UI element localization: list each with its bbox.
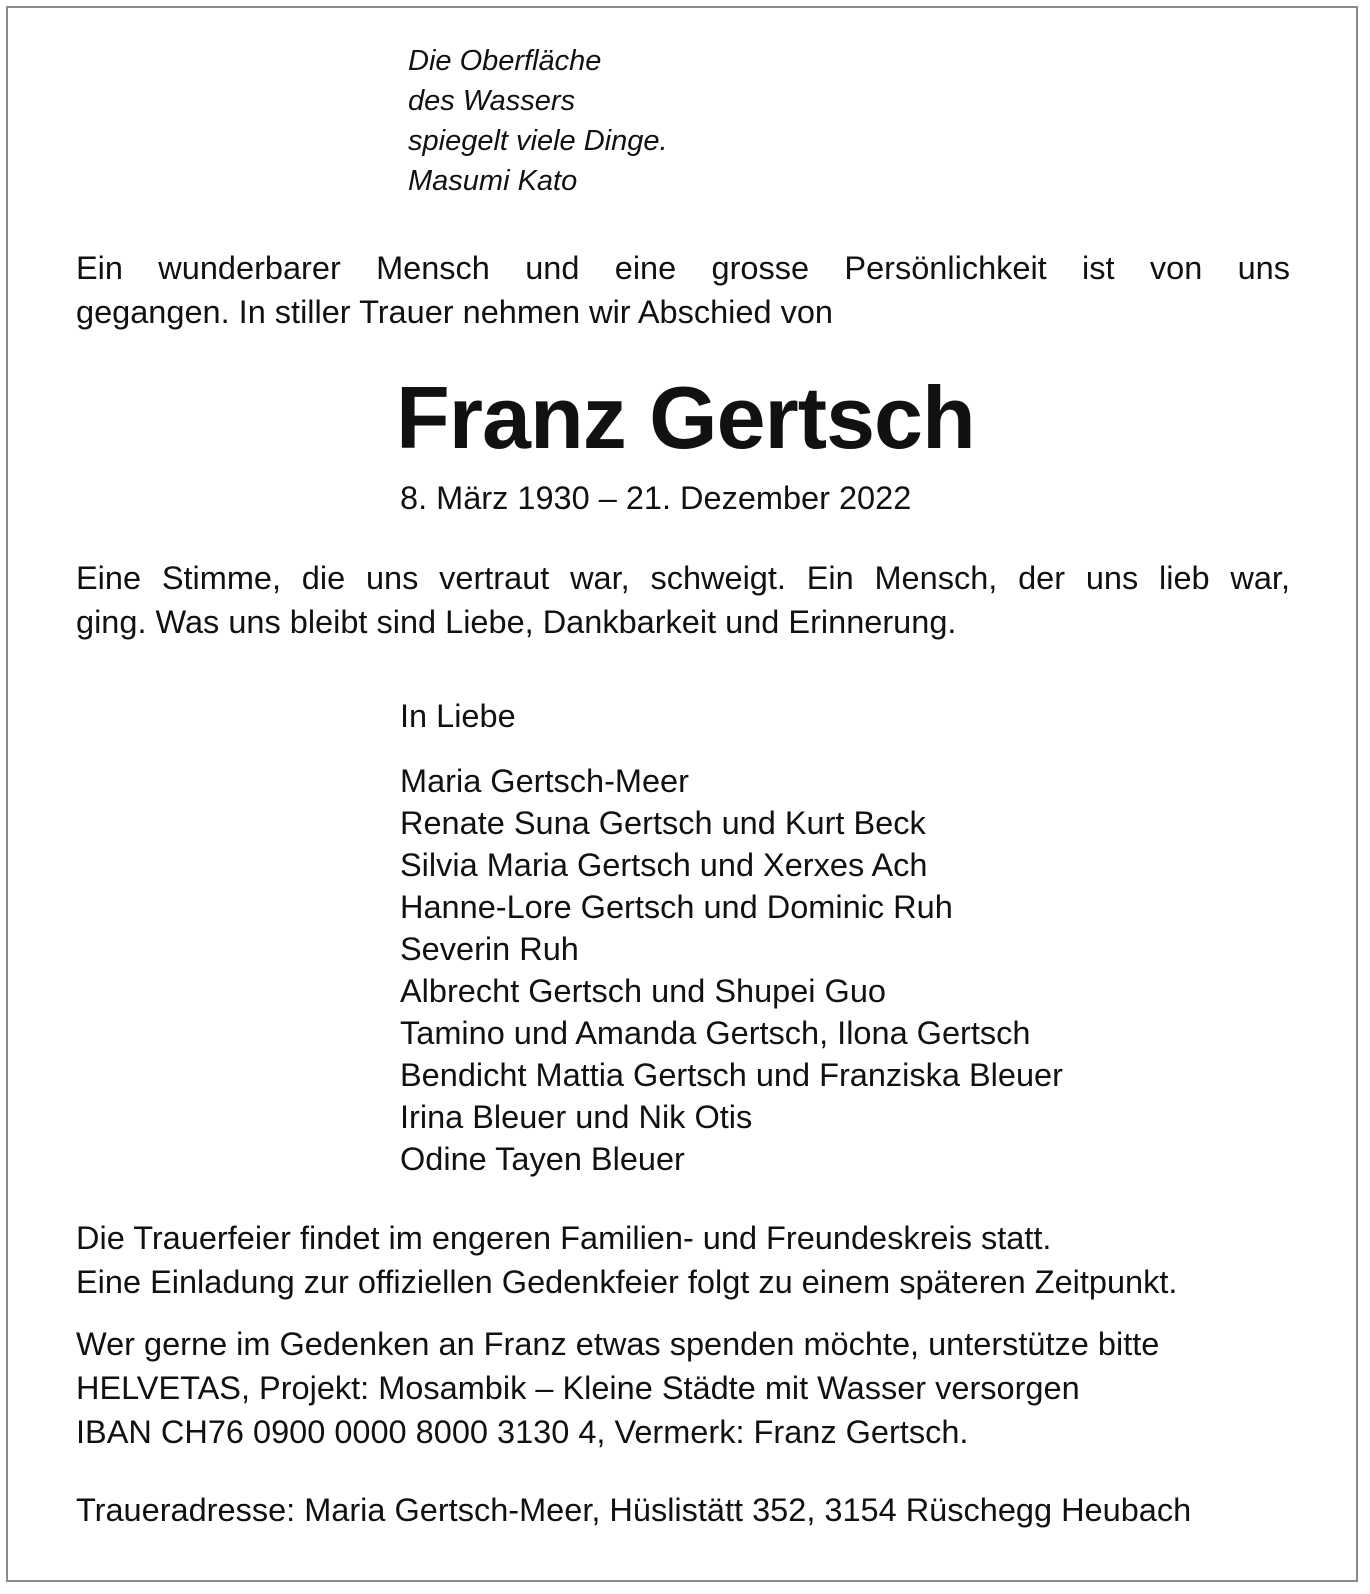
motto-quote [408,41,668,201]
donation-notice [76,1322,1159,1454]
donation-line: Wer gerne im Gedenken an Franz etwas spenden möchte, unterstütze bitte [76,1326,1160,1362]
intro-line: Ein wunderbarer Mensch und eine grosse Persönlichkeit ist von uns [76,250,1290,286]
intro-paragraph [76,246,1290,334]
family-member: Tamino und Amanda Gertsch, Ilona Gertsch [400,1015,1031,1051]
family-member: Severin Ruh [400,931,579,967]
ceremony-line: Die Trauerfeier findet im engeren Familien- und Freundeskreis statt. [76,1220,1052,1256]
donation-line: HELVETAS, Projekt: Mosambik – Kleine Städte mit Wasser versorgen [76,1370,1080,1406]
signoff: In Liebe [400,698,516,734]
tribute-line: Eine Stimme, die uns vertraut war, schweigt. Ein Mensch, der uns lieb war, [76,560,1290,596]
life-dates: 8. März 1930 – 21. Dezember 2022 [400,480,912,516]
address-line: Traueradresse: Maria Gertsch-Meer, Hüslistätt 352, 3154 Rüschegg Heubach [76,1492,1192,1528]
tribute-line: ging. Was uns bleibt sind Liebe, Dankbarkeit und Erinnerung. [76,604,957,640]
family-member: Odine Tayen Bleuer [400,1141,685,1177]
motto-line: Die Oberfläche [408,45,602,77]
family-member: Silvia Maria Gertsch und Xerxes Ach [400,847,928,883]
motto-line: des Wassers [408,85,576,117]
family-member: Bendicht Mattia Gertsch und Franziska Bleuer [400,1057,1063,1093]
ceremony-line: Eine Einladung zur offiziellen Gedenkfeier folgt zu einem späteren Zeitpunkt. [76,1264,1178,1300]
intro-line: gegangen. In stiller Trauer nehmen wir Abschied von [76,294,833,330]
deceased-name: Franz Gertsch [396,368,975,467]
family-list [400,760,1063,1180]
family-member: Albrecht Gertsch und Shupei Guo [400,973,886,1009]
motto-author: Masumi Kato [408,165,578,197]
tribute-paragraph [76,556,1290,644]
mourning-address [76,1488,1191,1532]
donation-line: IBAN CH76 0900 0000 8000 3130 4, Vermerk: Franz Gertsch. [76,1414,969,1450]
family-member: Hanne-Lore Gertsch und Dominic Ruh [400,889,953,925]
family-member: Maria Gertsch-Meer [400,763,689,799]
motto-line: spiegelt viele Dinge. [408,125,668,157]
ceremony-notice [76,1216,1177,1304]
family-member: Irina Bleuer und Nik Otis [400,1099,753,1135]
family-member: Renate Suna Gertsch und Kurt Beck [400,805,926,841]
